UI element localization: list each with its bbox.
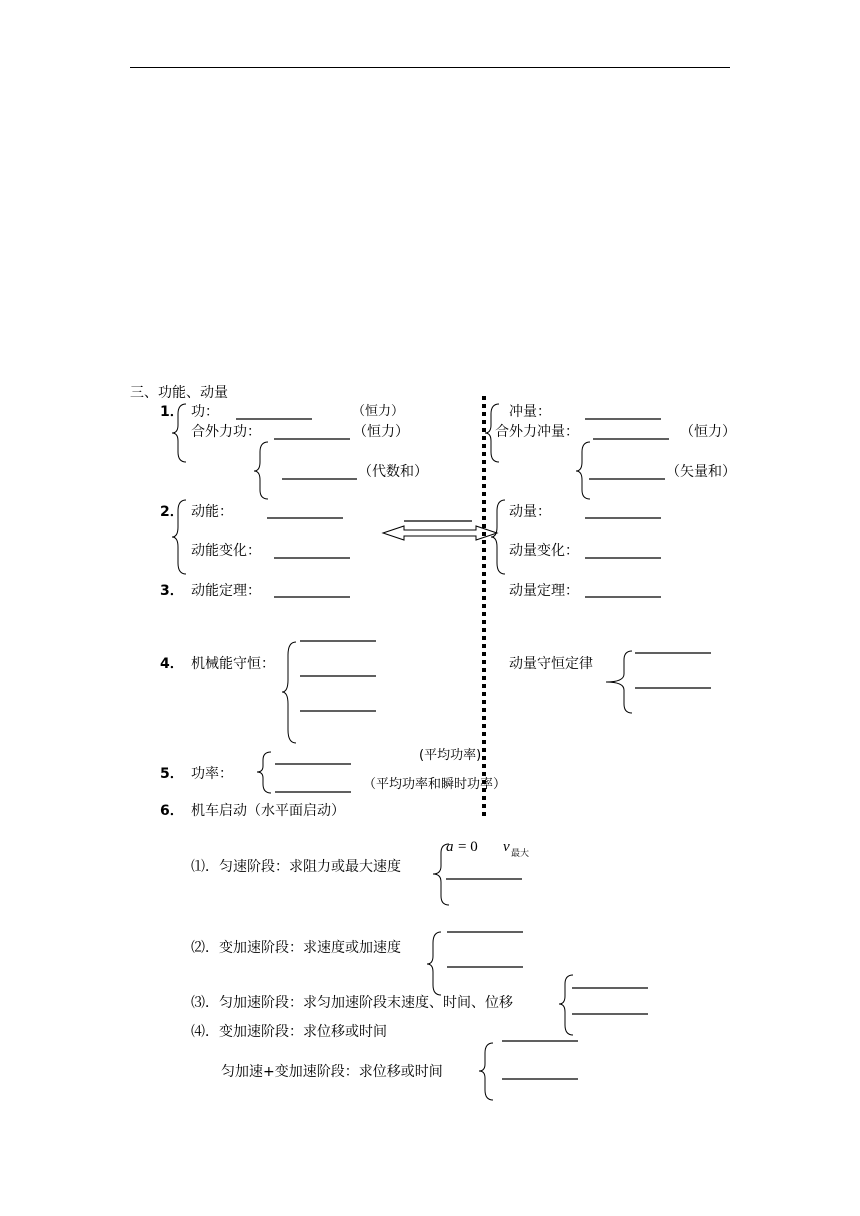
item-6-number: 6． — [160, 803, 184, 819]
average-and-instantaneous-power-note: （平均功率和瞬时功率） — [363, 777, 507, 792]
momentum-label: 动量： — [509, 504, 551, 520]
vector-sum-note: （矢量和） — [666, 464, 736, 480]
work-energy-theorem-label: 动能定理： — [191, 583, 261, 599]
formula-v: v — [503, 839, 510, 855]
answer-blanks — [236, 419, 711, 1079]
net-work-label: 合外力功： — [191, 424, 261, 440]
stage-3-label: ⑶．匀加速阶段：求匀加速阶段末速度、时间、位移 — [191, 995, 513, 1011]
brace-net-impulse — [576, 442, 590, 499]
brace-item-1 — [172, 404, 186, 462]
kinetic-energy-change-label: 动能变化： — [191, 543, 261, 559]
impulse-label: 冲量： — [509, 404, 551, 420]
momentum-change-label: 动量变化： — [509, 543, 579, 559]
average-power-note: (平均功率) — [419, 748, 482, 763]
item-5-number: 5． — [160, 766, 184, 782]
brace-impulse — [485, 404, 499, 462]
stage-2-label: ⑵．变加速阶段：求速度或加速度 — [191, 940, 401, 956]
work-constant-force-note: （恒力） — [352, 404, 405, 419]
mechanical-energy-conservation-label: 机械能守恒： — [191, 656, 275, 672]
kinetic-energy-label: 动能： — [191, 504, 233, 520]
work-label: 功： — [191, 404, 219, 420]
engine-start-label: 机车启动（水平面启动） — [191, 803, 345, 819]
brace-momentum — [491, 500, 505, 574]
momentum-conservation-label: 动量守恒定律 — [509, 656, 593, 672]
brace-stage-3 — [559, 975, 573, 1035]
item-2-number: 2． — [160, 504, 184, 520]
power-label: 功率： — [191, 766, 233, 782]
item-3-number: 3． — [160, 583, 184, 599]
brace-item-4 — [282, 642, 296, 743]
item-4-number: 4． — [160, 656, 184, 672]
item-1-number: 1． — [160, 404, 184, 420]
double-arrow-icon — [383, 526, 497, 540]
impulse-momentum-theorem-label: 动量定理： — [509, 583, 579, 599]
brace-stage-2 — [427, 932, 441, 995]
brace-net-work — [254, 442, 268, 499]
net-impulse-constant-force-note: （恒力） — [680, 424, 736, 440]
brace-momentum-conservation — [606, 651, 632, 713]
stage-4-label: ⑷．变加速阶段：求位移或时间 — [191, 1024, 387, 1040]
algebraic-sum-note: （代数和） — [358, 464, 428, 480]
brace-item-2 — [172, 500, 186, 574]
formula-equals-zero: = 0 — [458, 839, 478, 855]
stage-1-label: ⑴．匀速阶段：求阻力或最大速度 — [191, 859, 401, 875]
brace-stage-1 — [433, 844, 449, 905]
stage-5-label: 匀加速+变加速阶段：求位移或时间 — [221, 1064, 443, 1080]
section-title: 三、功能、动量 — [130, 385, 228, 401]
net-work-constant-force-note: （恒力） — [353, 424, 409, 440]
brace-item-5 — [257, 752, 271, 793]
brace-stage-5 — [479, 1043, 493, 1100]
formula-v-subscript: 最大 — [511, 849, 530, 859]
formula-a: a — [446, 839, 454, 855]
net-impulse-label: 合外力冲量： — [495, 424, 579, 440]
